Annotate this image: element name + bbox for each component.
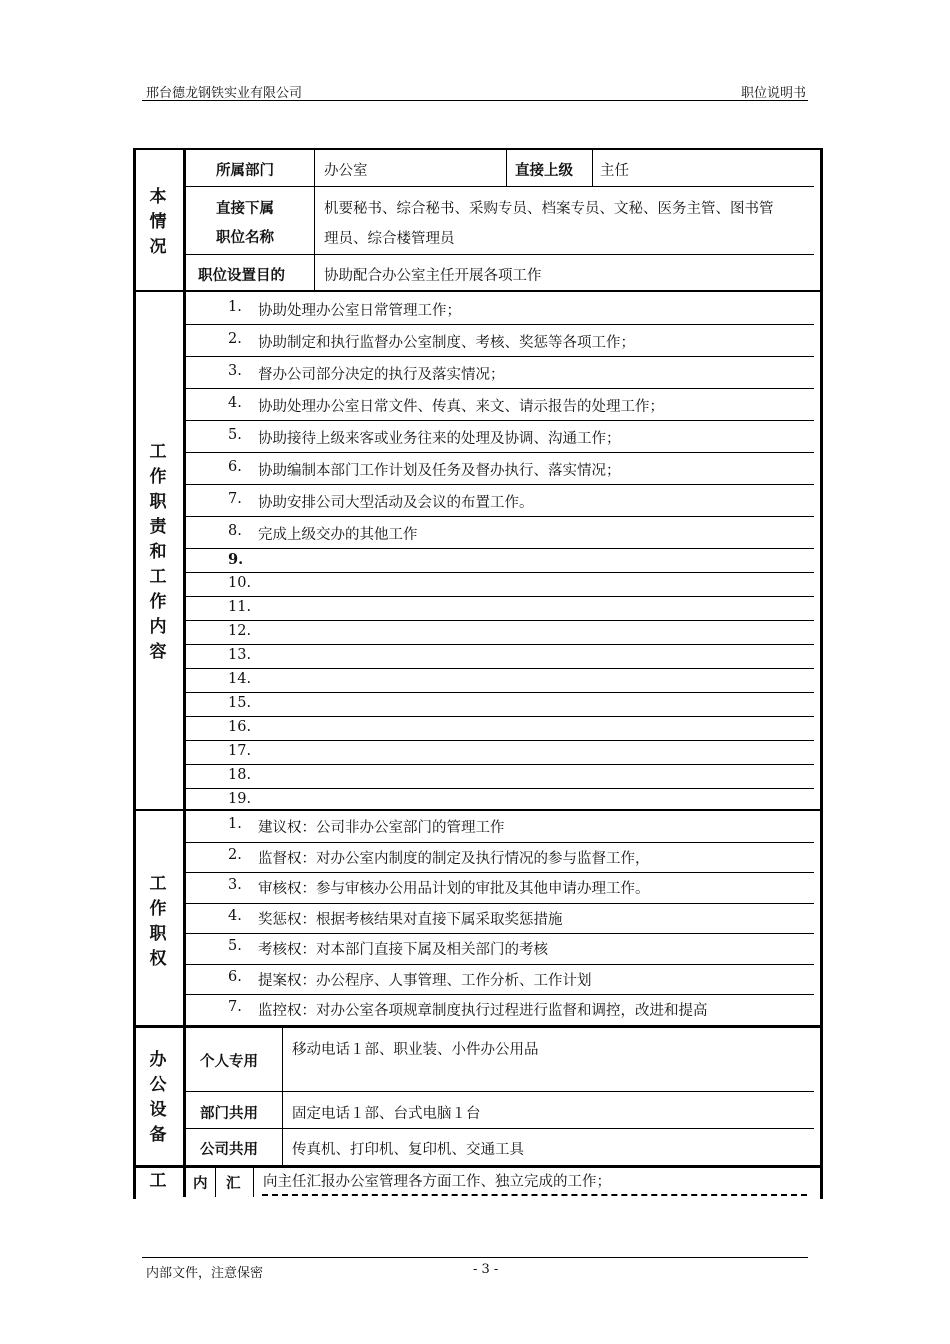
personal-use-value: 移动电话１部、职业装、小件办公用品	[292, 1042, 539, 1058]
duty-item	[186, 572, 814, 596]
authority-item	[186, 964, 814, 995]
duty-number: 5.	[228, 427, 242, 443]
authority-item	[186, 994, 814, 1025]
duties-section-label: 工 作 职 责 和 工 作 内 容	[149, 442, 167, 662]
duty-text: 协助处理办公室日常管理工作；	[258, 303, 461, 319]
duty-text: 协助编制本部门工作计划及任务及督办执行、落实情况；	[258, 463, 621, 479]
department-use-label: 部门共用	[200, 1106, 258, 1122]
duty-number: 11.	[228, 599, 252, 615]
duty-number: 15.	[228, 695, 252, 711]
duty-item	[186, 548, 814, 572]
authority-text: 监督权：对办公室内制度的制定及执行情况的参与监督工作，	[258, 851, 650, 867]
row-divider	[186, 254, 814, 255]
authority-text: 建议权：公司非办公室部门的管理工作	[258, 820, 505, 836]
authority-item	[186, 872, 814, 903]
duty-number: 1.	[228, 299, 242, 315]
duty-number: 16.	[228, 719, 252, 735]
duty-number: 9.	[228, 551, 244, 568]
duty-number: 13.	[228, 647, 252, 663]
authority-text: 奖惩权：根据考核结果对直接下属采取奖惩措施	[258, 912, 563, 928]
duty-item	[186, 484, 814, 516]
page-number: - 3 -	[473, 1262, 499, 1277]
duty-item	[186, 452, 814, 484]
department-use-value: 固定电话１部、台式电脑１台	[292, 1106, 481, 1122]
superior-label: 直接上级	[515, 163, 573, 179]
superior-value: 主任	[600, 163, 629, 179]
relations-divider	[253, 1168, 254, 1197]
subordinate-value: 理员、综合楼管理员	[324, 231, 455, 247]
authority-number: 2.	[228, 847, 242, 863]
purpose-value: 协助配合办公室主任开展各项工作	[324, 268, 542, 284]
row-divider	[186, 186, 814, 187]
department-value: 办公室	[324, 163, 368, 179]
duty-text: 协助接待上级来客或业务往来的处理及协调、沟通工作；	[258, 431, 621, 447]
relations-section-label: 工	[149, 1171, 167, 1191]
duty-item	[186, 516, 814, 548]
duty-number: 19.	[228, 791, 252, 807]
duty-item	[186, 356, 814, 388]
duty-item	[186, 764, 814, 788]
duty-number: 3.	[228, 363, 242, 379]
duty-number: 18.	[228, 767, 252, 783]
report-value: 向主任汇报办公室管理各方面工作、独立完成的工作；	[263, 1174, 611, 1190]
duty-number: 7.	[228, 491, 242, 507]
basic-section-label: 本 情 况	[149, 187, 167, 257]
authority-number: 7.	[228, 999, 242, 1015]
duty-text: 协助处理办公室日常文件、传真、来文、请示报告的处理工作；	[258, 399, 664, 415]
authority-number: 6.	[228, 969, 242, 985]
relations-divider	[215, 1168, 216, 1197]
subordinate-label: 职位名称	[216, 230, 274, 246]
duty-item	[186, 668, 814, 692]
authority-text: 提案权：办公程序、人事管理、工作分析、工作计划	[258, 973, 592, 989]
internal-label: 内	[193, 1176, 208, 1192]
row-divider	[186, 1128, 814, 1129]
duty-text: 协助制定和执行监督办公室制度、考核、奖惩等各项工作；	[258, 335, 635, 351]
basic-divider	[592, 148, 593, 186]
duty-number: 8.	[228, 523, 242, 539]
section-divider	[133, 1165, 820, 1168]
document-type: 职位说明书	[740, 86, 806, 101]
duty-item	[186, 420, 814, 452]
personal-use-label: 个人专用	[200, 1054, 258, 1070]
authority-section-label: 工 作 职 权	[149, 874, 167, 969]
company-use-value: 传真机、打印机、复印机、交通工具	[292, 1142, 524, 1158]
equipment-section-label: 办 公 设 备	[149, 1050, 167, 1145]
authority-item	[186, 903, 814, 934]
duty-number: 17.	[228, 743, 252, 759]
duty-number: 14.	[228, 671, 252, 687]
duty-item	[186, 324, 814, 356]
dashed-divider	[262, 1194, 807, 1196]
authority-number: 1.	[228, 816, 242, 832]
duty-number: 4.	[228, 395, 242, 411]
duty-item	[186, 292, 814, 324]
department-label: 所属部门	[216, 163, 274, 179]
basic-divider	[314, 148, 315, 290]
duty-item	[186, 596, 814, 620]
duty-item	[186, 388, 814, 420]
subordinate-label: 直接下属	[216, 201, 274, 217]
duty-number: 6.	[228, 459, 242, 475]
authority-text: 审核权：参与审核办公用品计划的审批及其他申请办理工作。	[258, 881, 650, 897]
authority-text: 考核权：对本部门直接下属及相关部门的考核	[258, 942, 548, 958]
authority-number: 5.	[228, 938, 242, 954]
authority-number: 4.	[228, 908, 242, 924]
equipment-divider	[282, 1028, 283, 1165]
purpose-label: 职位设置目的	[198, 268, 285, 284]
section-divider	[133, 1025, 820, 1028]
subordinate-value: 机要秘书、综合秘书、采购专员、档案专员、文秘、医务主管、图书管	[324, 201, 774, 217]
duty-number: 2.	[228, 331, 242, 347]
company-name: 邢台德龙钢铁实业有限公司	[146, 86, 303, 101]
duty-number: 12.	[228, 623, 252, 639]
duty-item	[186, 716, 814, 740]
authority-item	[186, 842, 814, 873]
duty-number: 10.	[228, 575, 252, 591]
duty-item	[186, 740, 814, 764]
page-header	[142, 80, 808, 101]
duty-item	[186, 644, 814, 668]
authority-text: 监控权：对办公室各项规章制度执行过程进行监督和调控，改进和提高	[258, 1003, 708, 1019]
confidential-notice: 内部文件，注意保密	[146, 1266, 264, 1281]
duty-item	[186, 620, 814, 644]
duty-text: 完成上级交办的其他工作	[258, 527, 418, 543]
duty-text: 督办公司部分决定的执行及落实情况；	[258, 367, 505, 383]
duty-text: 协助安排公司大型活动及会议的布置工作。	[258, 495, 534, 511]
authority-item	[186, 933, 814, 964]
authority-number: 3.	[228, 877, 242, 893]
company-use-label: 公司共用	[200, 1142, 258, 1158]
report-label: 汇	[226, 1176, 241, 1192]
row-divider	[186, 1091, 814, 1092]
duty-item	[186, 692, 814, 716]
basic-divider	[506, 148, 507, 186]
footer-line	[142, 1257, 808, 1258]
authority-item	[186, 811, 814, 842]
